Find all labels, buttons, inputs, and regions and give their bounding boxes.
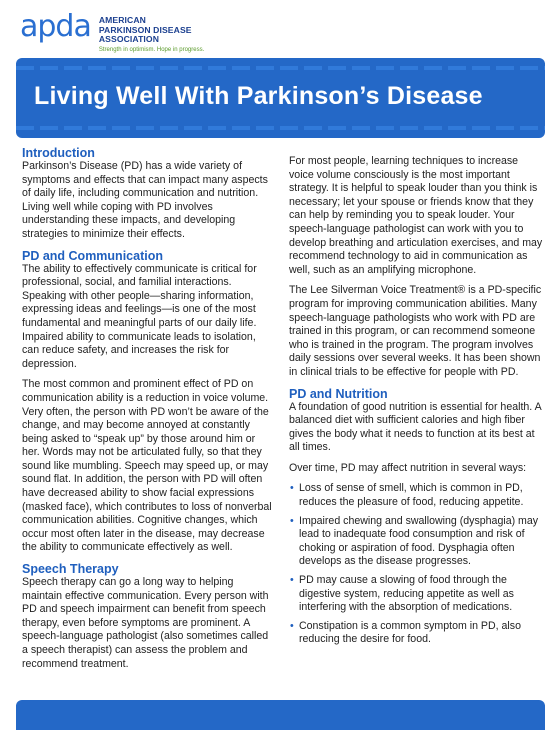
nutrition-paragraph-2: Over time, PD may affect nutrition in several ways: (289, 461, 527, 474)
list-item: • Constipation is a common symptom in PD, also reducing the desire for food. (299, 620, 544, 647)
page-title: Living Well With Parkinson’s Disease (34, 82, 483, 110)
right-column (289, 155, 544, 652)
communication-paragraph-2: The most common and prominent effect of PD on communication ability is a reduction in voice volume. Very often, the person with PD won’t be aware of the change, and may become annoyed at constantly being asked to “speak up” by those around him or her. Words may not be articulated fully, so that they sound like mumbling. Speech may speed up, or may sound flat. In addition, the person with PD will often have decreased ability to show facial expressions (masked face), which contributes to loss of nonverbal communication abilities. Cognitive changes, which occur most often later in the disease, may decrease the ability to communicate effectively as well. (22, 378, 272, 554)
list-item: • Loss of sense of smell, which is common in PD, reduces the pleasure of food, reducing appetite. (299, 482, 544, 509)
nutrition-heading: PD and Nutrition (289, 386, 388, 401)
introduction-heading: Introduction (22, 146, 95, 160)
voice-volume-paragraph: For most people, learning techniques to increase voice volume consciously is the most important strategy. It is helpful to speak louder than you think is necessary; let your spouse or friends know that they can help by reminding you to speak louder. Your speech-language pathologist can work with you to develop breathing and articulation exercises, and may recommend technology to aid in communication as well, such as an amplifying microphone. (289, 155, 543, 276)
lsvt-paragraph: The Lee Silverman Voice Treatment® is a PD-specific program for improving communication abilities. Many speech-language pathologists who work with PD are trained in this program, or can recommend someone who is trained in the program. The program involves daily sessions over several weeks. It has been shown in clinical trials to be effective for people with PD. (289, 284, 542, 378)
nutrition-effects-list (289, 482, 544, 647)
logo-line-1: AMERICAN (98, 15, 146, 25)
speech-therapy-paragraph: Speech therapy can go a long way to helping maintain effective communication. Every person with PD and speech impairment can benefit from speech therapy, even before symptoms are prominent. A speech-language pathologist (also sometimes called a speech therapist) can assess the problem and recommend treatment. (22, 576, 269, 670)
logo-line-3: ASSOCIATION (98, 34, 160, 44)
list-item: • PD may cause a slowing of food through the digestive system, reducing appetite as well as interfering with the absorption of medications. (299, 574, 544, 615)
nutrition-paragraph-1: A foundation of good nutrition is essential for health. A balanced diet with sufficient calories and high fiber gives the body what it needs to function at its best at all times. (289, 400, 542, 454)
introduction-paragraph: Parkinson’s Disease (PD) has a wide variety of symptoms and effects that can impact many aspects of daily life, including communication and nutrition. Living well while coping with PD involves understanding these impacts, and developing strategies to minimize their effects. (22, 160, 268, 240)
list-item: • Impaired chewing and swallowing (dysphagia) may lead to inadequate food consumption and risk of choking or aspiration of food. Dysphagia often develops as the disease progresses. (299, 515, 544, 569)
logo-tagline: Strength in optimism. Hope in progress. (98, 46, 205, 53)
left-column (22, 146, 274, 678)
title-banner (16, 58, 545, 138)
speech-therapy-heading: Speech Therapy (22, 562, 119, 577)
apda-logo-mark: apda (20, 9, 91, 44)
logo-text (99, 16, 204, 53)
banner-stripe-bottom (16, 126, 545, 130)
apda-logo (20, 9, 205, 54)
communication-paragraph-1: The ability to effectively communicate is critical for professional, social, and familial interactions. Speaking with other people—sharing information, expressing ideas and feelings—is one of the most fundamental and meaningful parts of our daily life. Impaired ability to communicate leads to isolation, can reduce safety, and increases the risk for depression. (22, 262, 257, 370)
footer-band (16, 700, 545, 730)
communication-heading: PD and Communication (22, 248, 163, 263)
logo-line-2: PARKINSON DISEASE (98, 24, 192, 35)
banner-stripe-top (16, 66, 545, 70)
